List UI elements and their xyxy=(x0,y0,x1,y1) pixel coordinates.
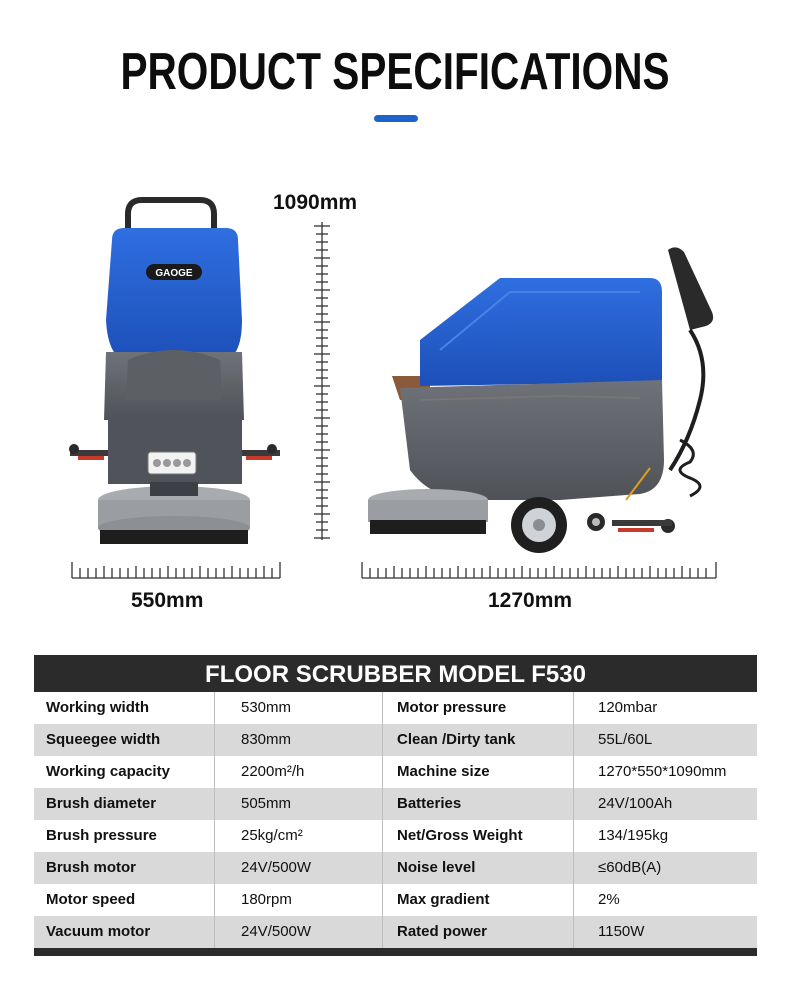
spec-value: 24V/500W xyxy=(215,852,383,884)
height-ruler xyxy=(314,222,330,540)
spec-label: Noise level xyxy=(383,852,574,884)
spec-value: 55L/60L xyxy=(598,731,653,748)
spec-value: 2200m²/h xyxy=(215,756,383,788)
side-view-machine xyxy=(368,247,713,553)
product-illustration xyxy=(0,180,790,590)
spec-value: 830mm xyxy=(215,724,383,756)
spec-label: Max gradient xyxy=(383,884,574,916)
title-underline xyxy=(374,115,418,122)
spec-label: Working width xyxy=(34,692,215,724)
table-row xyxy=(34,724,757,756)
spec-label: Batteries xyxy=(383,788,574,820)
spec-value: 25kg/cm² xyxy=(215,820,383,852)
spec-value: 134/195kg xyxy=(598,827,669,844)
table-row xyxy=(34,852,757,884)
spec-value: 505mm xyxy=(215,788,383,820)
spec-table-header: FLOOR SCRUBBER MODEL F530 xyxy=(34,655,757,692)
spec-value: ≤60dB(A) xyxy=(598,859,662,876)
spec-value: 24V/500W xyxy=(215,916,383,948)
front-view-machine xyxy=(69,200,280,544)
spec-value: 530mm xyxy=(215,692,383,724)
table-row xyxy=(34,820,757,852)
spec-value: 2% xyxy=(598,891,620,908)
spec-label: Motor pressure xyxy=(383,692,574,724)
spec-table-footer xyxy=(34,948,757,956)
spec-value: 180rpm xyxy=(215,884,383,916)
spec-label: Net/Gross Weight xyxy=(383,820,574,852)
spec-label: Clean /Dirty tank xyxy=(383,724,574,756)
front-width-ruler xyxy=(72,562,280,578)
height-dimension-label: 1090mm xyxy=(273,191,358,214)
spec-label: Brush diameter xyxy=(34,788,215,820)
side-length-ruler xyxy=(362,562,716,578)
spec-table xyxy=(34,655,757,956)
spec-label: Squeegee width xyxy=(34,724,215,756)
table-row xyxy=(34,788,757,820)
spec-label: Vacuum motor xyxy=(34,916,215,948)
table-row xyxy=(34,884,757,916)
spec-value: 24V/100Ah xyxy=(598,795,673,812)
spec-label: Rated power xyxy=(383,916,574,948)
spec-label: Motor speed xyxy=(34,884,215,916)
page-title: PRODUCT SPECIFICATIONS xyxy=(120,43,670,101)
brand-logo: GAOGE xyxy=(155,268,193,279)
length-dimension-label: 1270mm xyxy=(488,589,573,612)
width-dimension-label: 550mm xyxy=(131,589,204,612)
table-row xyxy=(34,916,757,948)
spec-value: 1150W xyxy=(598,923,645,940)
table-row xyxy=(34,692,757,724)
spec-label: Working capacity xyxy=(34,756,215,788)
spec-label: Brush pressure xyxy=(34,820,215,852)
spec-value: 120mbar xyxy=(598,699,658,716)
spec-label: Machine size xyxy=(383,756,574,788)
spec-label: Brush motor xyxy=(34,852,215,884)
table-row xyxy=(34,756,757,788)
spec-value: 1270*550*1090mm xyxy=(598,763,727,780)
